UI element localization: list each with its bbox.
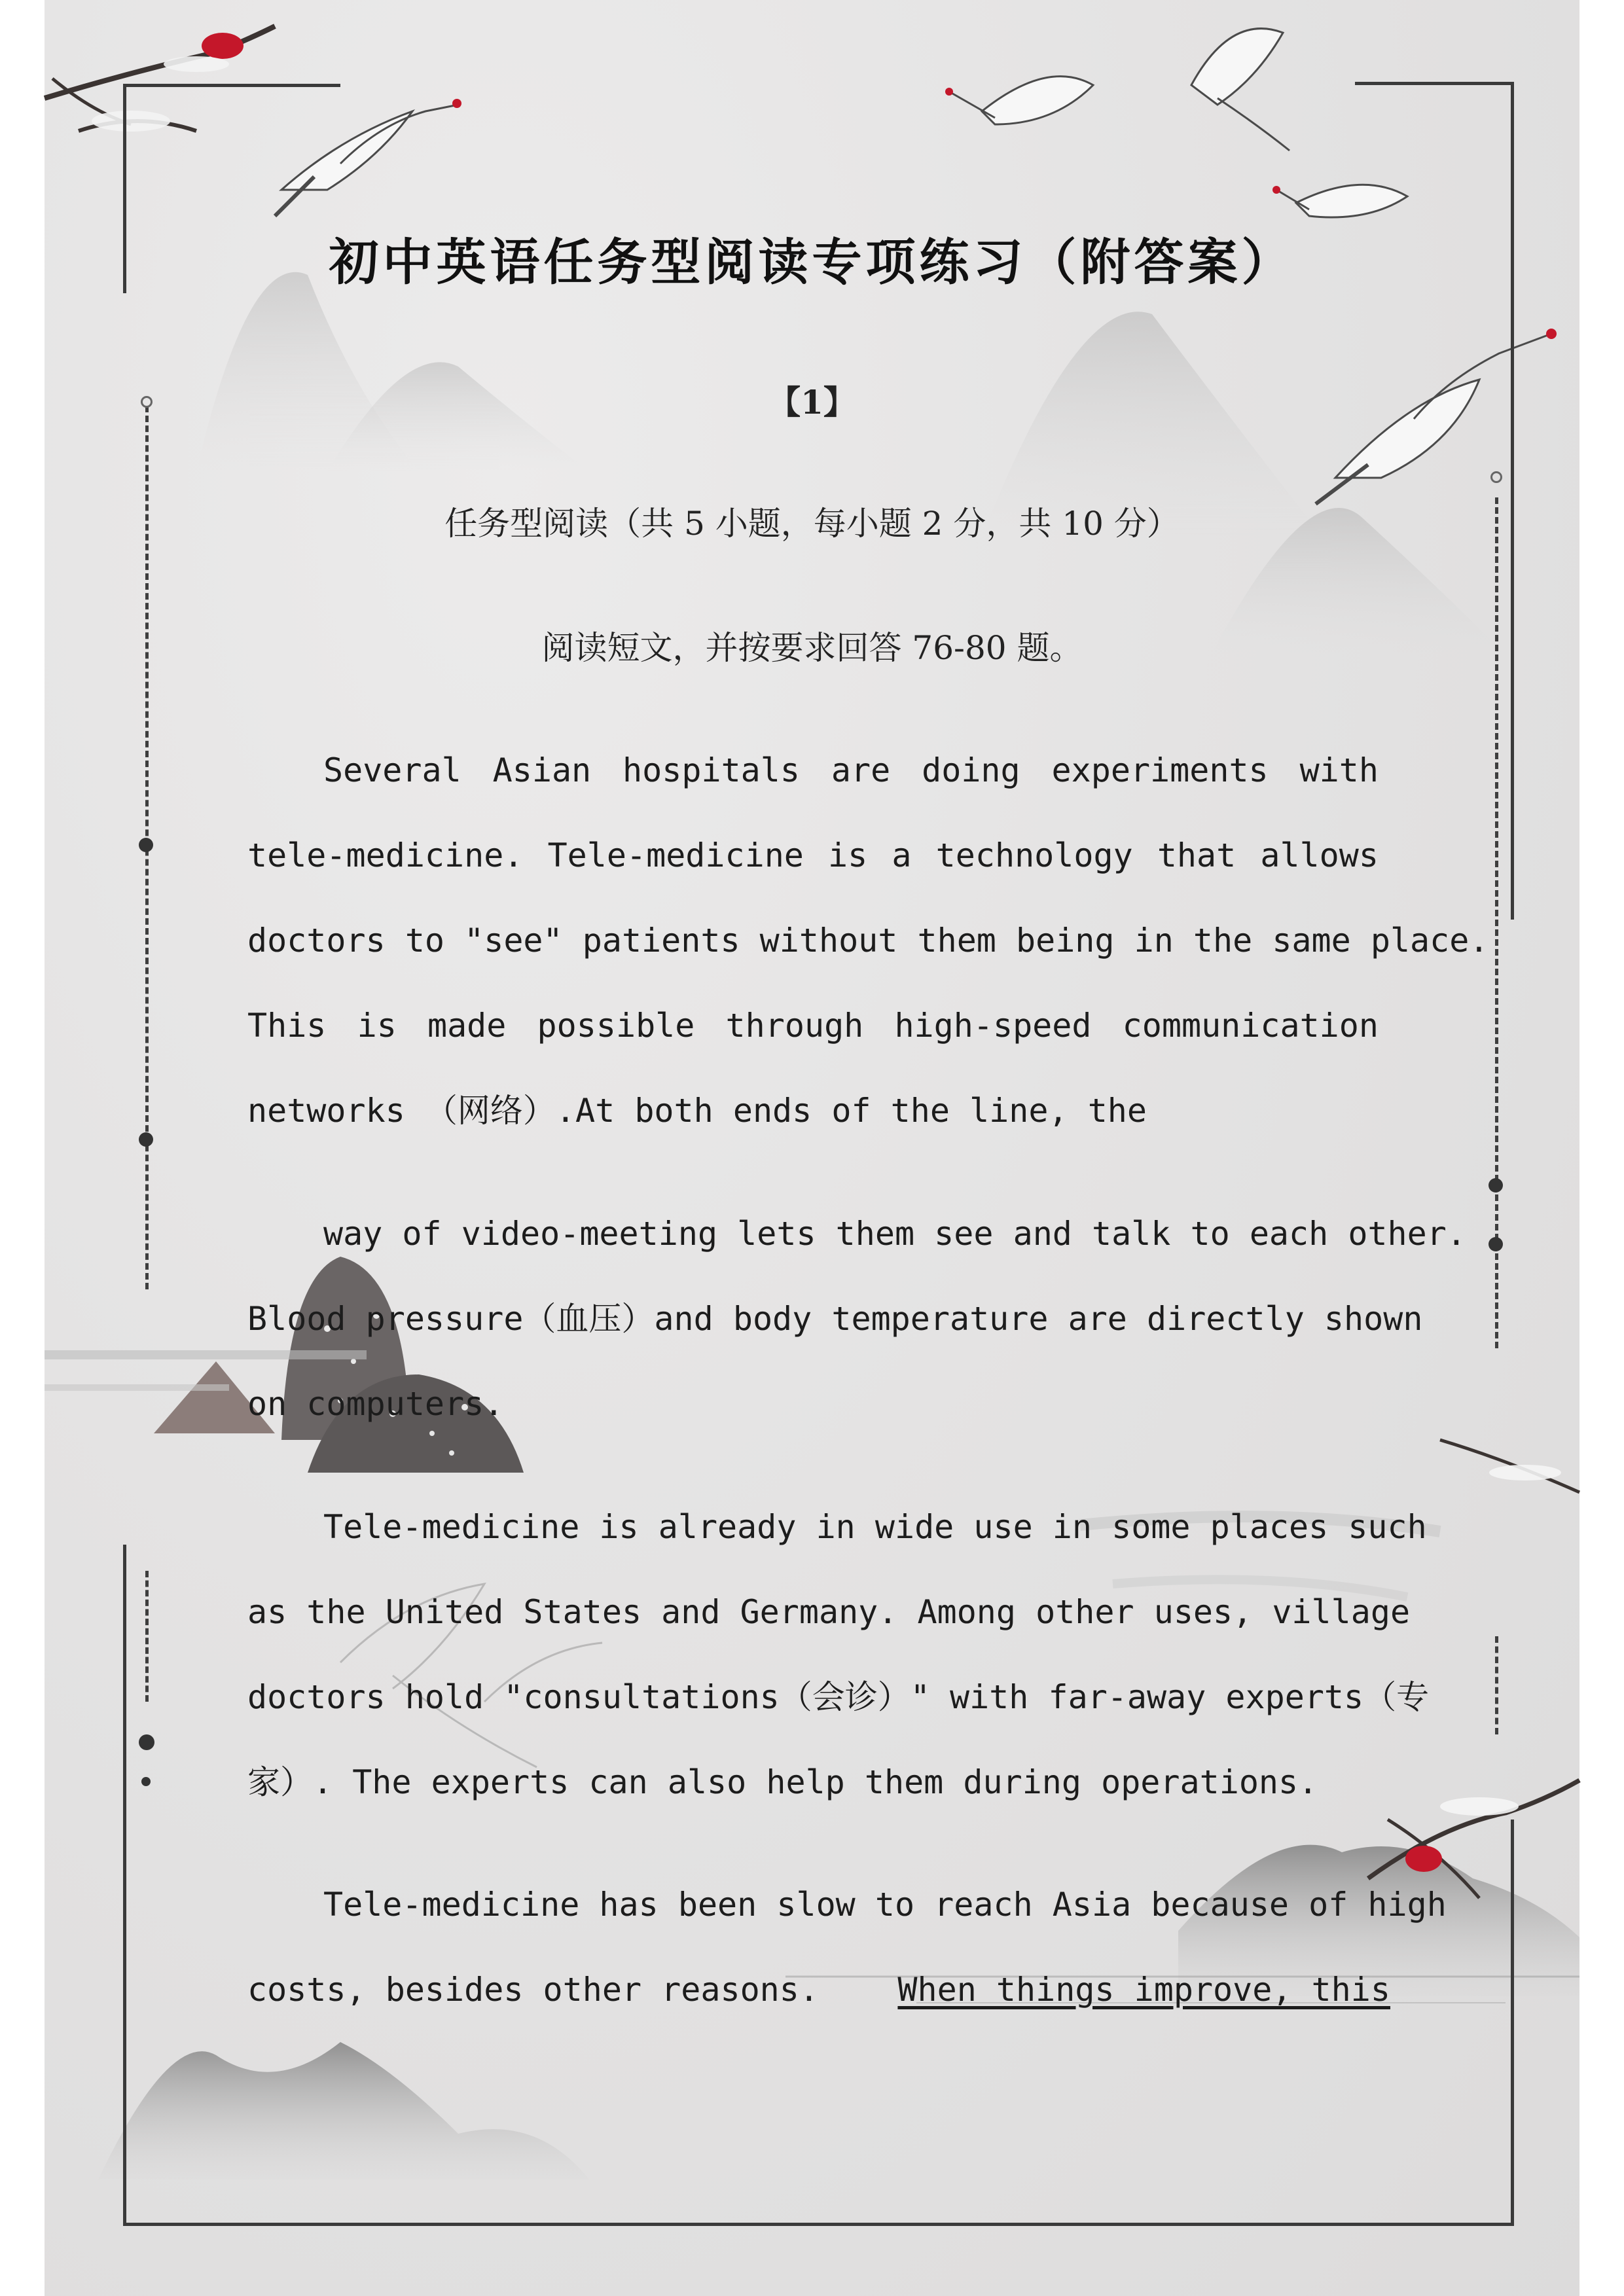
task-instruction: 任务型阅读（共 5 小题，每小题 2 分，共 10 分） <box>444 505 1180 543</box>
top-left-branch <box>45 26 275 132</box>
passage-line: doctors hold "consultations（会诊）" with far-away experts（专 <box>247 1678 1430 1716</box>
rail-dot <box>1489 1237 1503 1251</box>
rail-dot <box>139 838 153 852</box>
passage-line: way of video-meeting lets them see and talk to each other. <box>323 1215 1466 1253</box>
rail-ring <box>1490 471 1502 483</box>
passage-line-with-underline <box>247 1947 1390 2032</box>
background-mountains <box>196 272 1506 655</box>
section-number: 【1】 <box>768 383 856 422</box>
document-title: 初中英语任务型阅读专项练习（附答案） <box>329 233 1295 291</box>
passage-line: networks （网络）.At both ends of the line, the <box>247 1092 1147 1130</box>
passage-line: Blood pressure（血压）and body temperature are directly shown <box>247 1300 1423 1338</box>
passage-paragraph-1 <box>247 728 1489 1153</box>
passage-line: Several Asian hospitals are doing experiments with <box>323 751 1379 789</box>
rail-dot <box>139 1132 153 1147</box>
left-dashed-rail-lower <box>145 1571 149 1702</box>
frame-left-bottom <box>123 1545 126 2225</box>
reading-instruction: 阅读短文，并按要求回答 76-80 题。 <box>541 629 1083 667</box>
frame-bottom <box>123 2223 1514 2226</box>
underlined-sentence: When things improve, this <box>897 1971 1390 2009</box>
rail-dot <box>139 1734 154 1750</box>
passage-paragraph-2 <box>247 1191 1466 1446</box>
passage-text: costs, besides other reasons. <box>247 1971 819 2009</box>
passage-paragraph-4 <box>247 1862 1447 2032</box>
frame-top-right <box>1355 82 1512 85</box>
passage-line: Tele-medicine is already in wide use in some places such <box>323 1508 1427 1546</box>
passage-line: doctors to "see" patients without them being in the same place. <box>247 922 1489 960</box>
passage-line: Tele-medicine has been slow to reach Asia because of high <box>323 1886 1447 1924</box>
passage-line: This is made possible through high-speed communication <box>247 1007 1379 1045</box>
passage-line: tele-medicine. Tele-medicine is a technology that allows <box>247 836 1379 874</box>
passage-paragraph-3 <box>247 1484 1430 1825</box>
right-dashed-rail-lower <box>1495 1636 1498 1734</box>
passage-line: as the United States and Germany. Among other uses, village <box>247 1593 1411 1631</box>
rail-dot <box>1489 1178 1503 1193</box>
rail-dot <box>141 1777 151 1786</box>
passage-line: on computers. <box>247 1385 504 1423</box>
passage-line: 家）. The experts can also help them during operations. <box>247 1763 1318 1801</box>
frame-right-bottom <box>1511 1820 1514 2225</box>
frame-top-left <box>124 84 340 87</box>
